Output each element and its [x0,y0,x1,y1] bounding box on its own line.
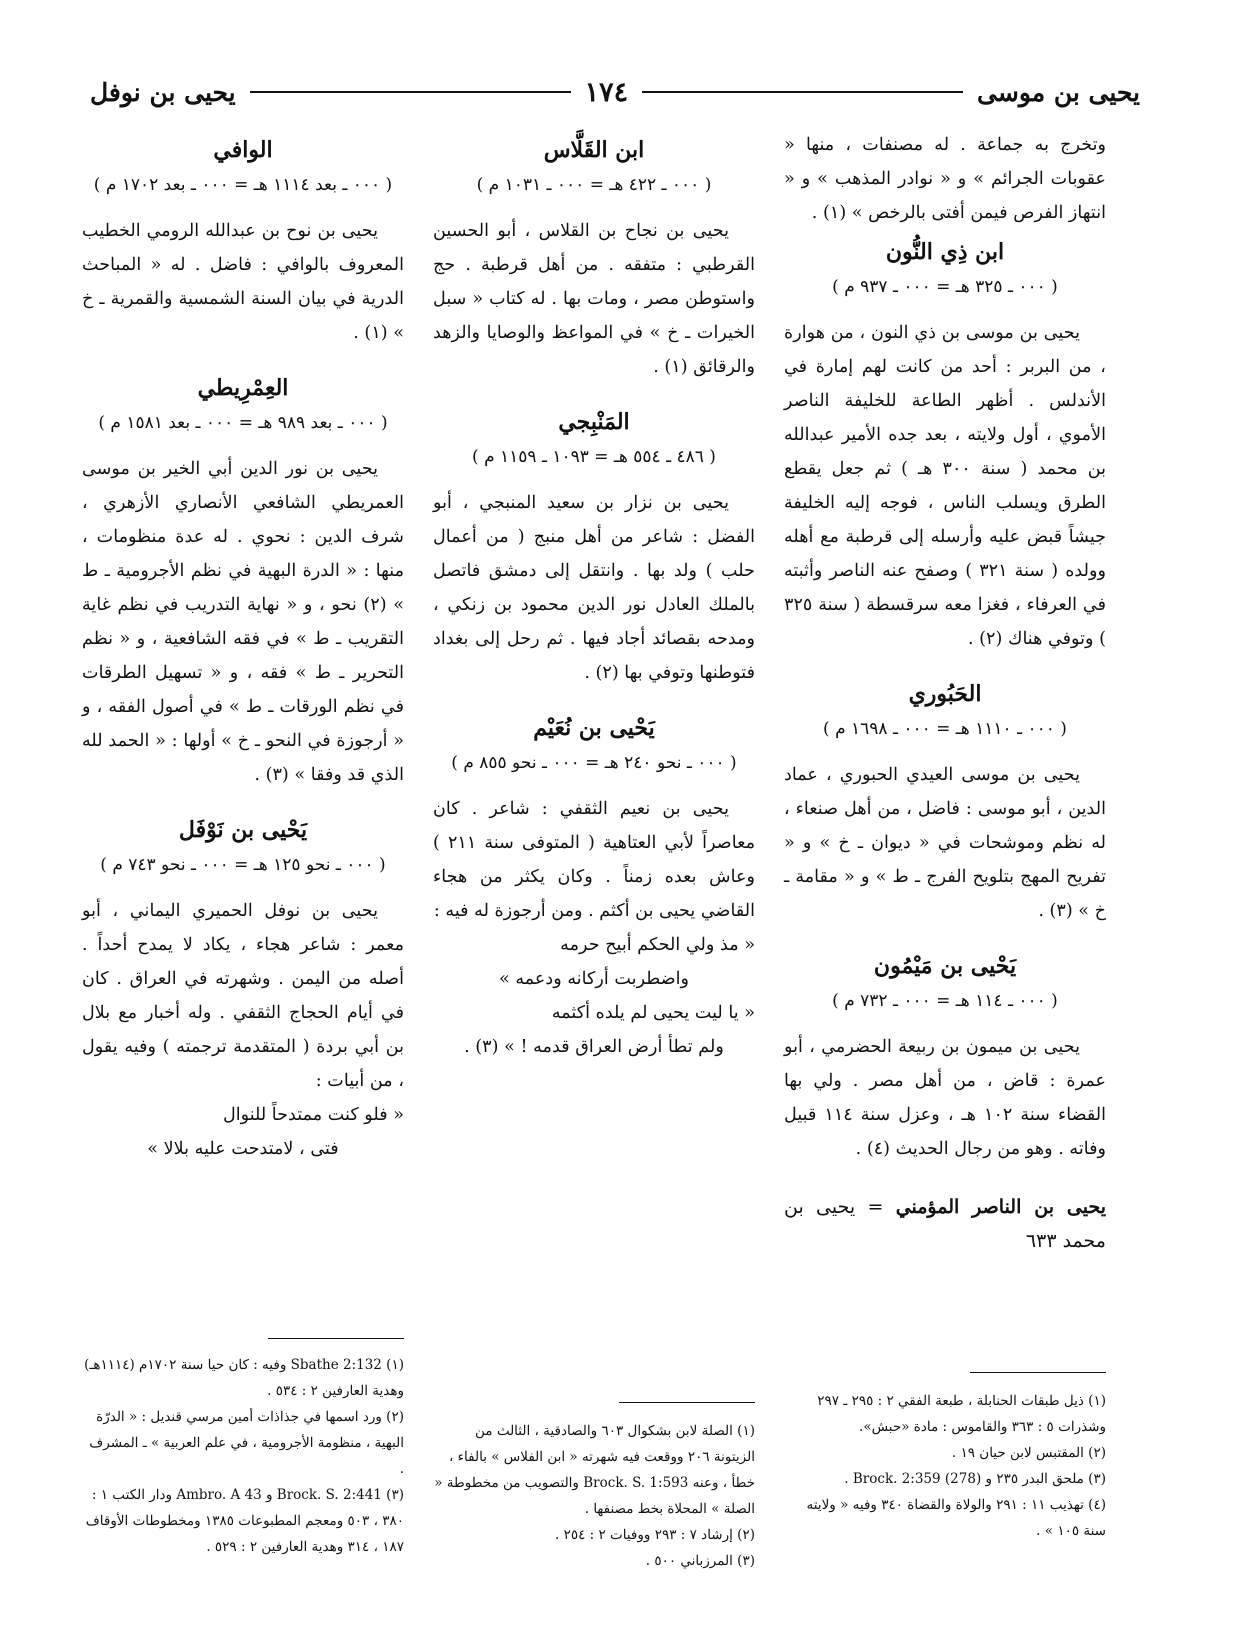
entry-text: يحيى بن موسى العيدي الحبوري ، عماد الدين ، أبو موسى : فاضل ، من أهل صنعاء ، له نظم وموشحات في « ديوان ـ خ » و « تفريح المهج بتلويح الفرج ـ ط » و « مقامة ـ خ » (٣) . [784,765,1106,921]
footnotes-right [784,1388,1106,1544]
entry-dates: ( ٤٨٦ ـ ٥٥٤ هـ = ١٠٩٣ ـ ١١٥٩ م ) [472,447,716,467]
footnote-rule [619,1402,755,1403]
verse-line: « يا ليت يحيى لم يلده أكثمه [551,1003,755,1023]
entry-heading: الحَبُوري [908,681,982,707]
entry-dates: ( ٠٠٠ ـ ١١١٠ هـ = ٠٠٠ ـ ١٦٩٨ م ) [823,719,1067,739]
header-rule [642,91,963,93]
entry [784,676,1106,928]
entry-heading: المَنْبِجي [558,409,630,435]
column-right [784,128,1106,1258]
footnote: (١) Sbathe 2:132 وفيه : كان حيا سنة ١٧٠٢م (١١١٤هـ) وهدية العارفين ٢ : ٥٣٤ . [84,1357,404,1399]
footnote: (١) ذيل طبقات الحنابلة ، طبعة الفقي ٢ : ٢٩٥ ـ ٢٩٧ وشذرات ٥ : ٣٦٣ والقاموس : مادة «حبش». [817,1393,1106,1435]
entry [82,812,404,1166]
footnote: (٣) ملحق البدر ٢٣٥ و (278) Brock. 2:359 . [844,1471,1106,1487]
entry-text: يحيى بن نوفل الحميري اليماني ، أبو معمر : شاعر هجاء ، يكاد لا يمدح أحداً . أصله من اليمن . وشهرته في العراق . كان في أيام الحجاج الثقفي . وله أخبار مع بلال بن أبي بردة ( المتقدمة ترجمته ) وفيه يقول ، من أبيات : [82,901,404,1091]
verse-line: واضطربت أركانه ودعمه » [498,969,690,989]
entry-text: يحيى بن موسى بن ذي النون ، من هوارة ، من البربر : أحد من كانت لهم إمارة في الأندلس . أظهر الطاعة للخليفة الناصر الأموي ، أول ولايته ، بعد جده الأمير عبدالله بن محمد ( سنة ٣٠٠ هـ ) ثم جعل يقطع الطرق ويسلب الناس ، فوجه إليه الخليفة جيشاً قبض عليه وأرسله إلى قرطبة مع أهله وولده ( سنة ٣٢١ ) وصفح عنه الناصر وأثبته في العرفاء ، فغزا معه سرقسطة ( سنة ٣٢٥ ) وتوفي هناك (٢) . [784,323,1106,649]
header-left: يحيى بن نوفل [90,77,236,107]
entry-heading: العِمْرِيطي [197,375,289,401]
footnote: (٣) Brock. S. 2:441 و Ambro. A 43 ودار الكتب ١ : ٣٨٠ ، ٥٠٣ ومعجم المطبوعات ١٣٨٥ ومخطوطات الأوقاف ١٨٧ ، ٣١٤ وهدية العارفين ٢ : ٥٢٩ . [85,1487,404,1555]
header-right: يحيى بن موسى [977,77,1140,107]
verse-line: « فلو كنت ممتدحاً للنوال [222,1105,404,1125]
footnotes-middle [433,1418,755,1574]
footnotes-left [82,1352,404,1560]
entry-dates: ( ٠٠٠ ـ بعد ١١١٤ هـ = ٠٠٠ ـ بعد ١٧٠٢ م ) [93,175,393,195]
verse-line: « مذ ولي الحكم أبيح حرمه [560,935,755,955]
running-head [90,72,1140,112]
footnote-rule [970,1372,1106,1373]
entry-text: يحيى بن نزار بن سعيد المنبجي ، أبو الفضل : شاعر من أهل منبج ( من أعمال حلب ) ولد بها . وانتقل إلى دمشق فاتصل بالملك العادل نور الدين محمود بن زنكي ، ومدحه بقصائد أجاد فيها . ثم رحل إلى بغداد فتوطنها وتوفي بها (٢) . [433,493,755,683]
entry-dates: ( ٠٠٠ ـ ١١٤ هـ = ٠٠٠ ـ ٧٣٢ م ) [832,991,1058,1011]
entry-dates: ( ٠٠٠ ـ بعد ٩٨٩ هـ = ٠٠٠ ـ بعد ١٥٨١ م ) [98,413,388,433]
entry-dates: ( ٠٠٠ ـ ٤٢٢ هـ = ٠٠٠ ـ ١٠٣١ م ) [476,175,712,195]
entry-heading: يَحْيى بن مَيْمُون [873,953,1017,979]
entry [784,948,1106,1166]
header-rule [250,91,571,93]
entry-heading: يَحْيى بن نُعَيْم [533,715,655,741]
entry-text: يحيى بن نجاح بن القلاس ، أبو الحسين القرطبي : متفقه . من أهل قرطبة . حج واستوطن مصر ، ومات بها . له كتاب « سبل الخيرات ـ خ » في المواعظ والوصايا والزهد والرقائق (١) . [433,221,755,377]
entry [784,234,1106,656]
cross-reference-target: = يحيى بن محمد ٦٣٣ [784,1196,1106,1252]
entry-heading: ابن ذِي النُّون [885,239,1005,265]
entry-dates: ( ٠٠٠ ـ ٣٢٥ هـ = ٠٠٠ ـ ٩٣٧ م ) [832,277,1058,297]
entry-continuation: وتخرج به جماعة . له مصنفات ، منها « عقوبات الجرائم » و « نوادر المذهب » و « انتهاز الفرص فيمن أفتى بالرخص » (١) . [784,135,1106,223]
column-middle [433,128,755,1084]
footnote: (٢) ورد اسمها في جذاذات أمين مرسي قنديل : « الدرّة البهية ، منظومة الأجرومية ، في علم العربية » ـ المشرف . [89,1409,404,1477]
cross-reference [784,1190,1106,1258]
entry-text: يحيى بن نوح بن عبدالله الرومي الخطيب المعروف بالوافي : فاضل . له « المباحث الدرية في بيان السنة الشمسية والقمرية ـ خ » (١) . [82,221,404,343]
footnote: (٢) إرشاد ٧ : ٢٩٣ ووفيات ٢ : ٢٥٤ . [554,1527,755,1543]
entry-text: يحيى بن ميمون بن ربيعة الحضرمي ، أبو عمرة : قاض ، من أهل مصر . ولي بها القضاء سنة ١٠٢ هـ ، وعزل سنة ١١٤ قبيل وفاته . وهو من رجال الحديث (٤) . [784,1037,1106,1159]
entry [433,132,755,384]
footnote: (٣) المرزباني ٥٠٠ . [645,1553,755,1569]
entry-heading: الوافي [213,137,273,163]
verse-line: ولم تطأ أرض العراق قدمه ! » (٣) . [464,1037,724,1057]
footnote-rule [268,1338,404,1339]
entry [433,404,755,690]
entry [433,710,755,1064]
entry-dates: ( ٠٠٠ ـ نحو ٢٤٠ هـ = ٠٠٠ ـ نحو ٨٥٥ م ) [451,753,737,773]
verse-line: فتى ، لامتدحت عليه بلالا » [147,1139,339,1159]
entry-heading: يَحْيى بن نَوْفَل [178,817,308,843]
entry-text: يحيى بن نعيم الثقفي : شاعر . كان معاصراً لأبي العتاهية ( المتوفى سنة ٢١١ ) وعاش بعده زمناً . وكان يكثر من هجاء القاضي يحيى بن أكثم . ومن أرجوزة له فيه : [433,799,755,921]
page-number: ١٧٤ [584,76,629,108]
footnote: (٢) المقتبس لابن حيان ١٩ . [951,1445,1106,1461]
entry-heading: ابن القَلَّاس [543,137,645,163]
footnote: (١) الصلة لابن بشكوال ٦٠٣ والصادقية ، الثالث من الزيتونة ٢٠٦ ووقعت فيه شهرته « ابن الفلاس » بالفاء ، خطأ ، وعنه Brock. S. 1:593 والتصويب من مخطوطة « الصلة » المحلاة بخط مصنفها . [434,1423,755,1517]
entry-text: يحيى بن نور الدين أبي الخير بن موسى العمريطي الشافعي الأنصاري الأزهري ، شرف الدين : نحوي . له عدة منظومات ، منها : « الدرة البهية في نظم الأجرومية ـ ط » (٢) نحو ، و « نهاية التدريب في نظم غاية التقريب ـ ط » في فقه الشافعية ، و « نظم التحرير ـ ط » فقه ، و « تسهيل الطرقات في نظم الورقات ـ ط » في أصول الفقه ، و « أرجوزة في النحو ـ خ » أولها : « الحمد لله الذي قد وفقا » (٣) . [82,459,404,785]
entry [82,370,404,792]
entry-dates: ( ٠٠٠ ـ نحو ١٢٥ هـ = ٠٠٠ ـ نحو ٧٤٣ م ) [100,855,386,875]
column-left [82,128,404,1186]
footnote: (٤) تهذيب ١١ : ٢٩١ والولاة والقضاة ٣٤٠ وفيه « ولايته سنة ١٠٥ » . [806,1497,1106,1539]
entry [82,132,404,350]
cross-reference-name: يحيى بن الناصر المؤمني [895,1196,1106,1218]
